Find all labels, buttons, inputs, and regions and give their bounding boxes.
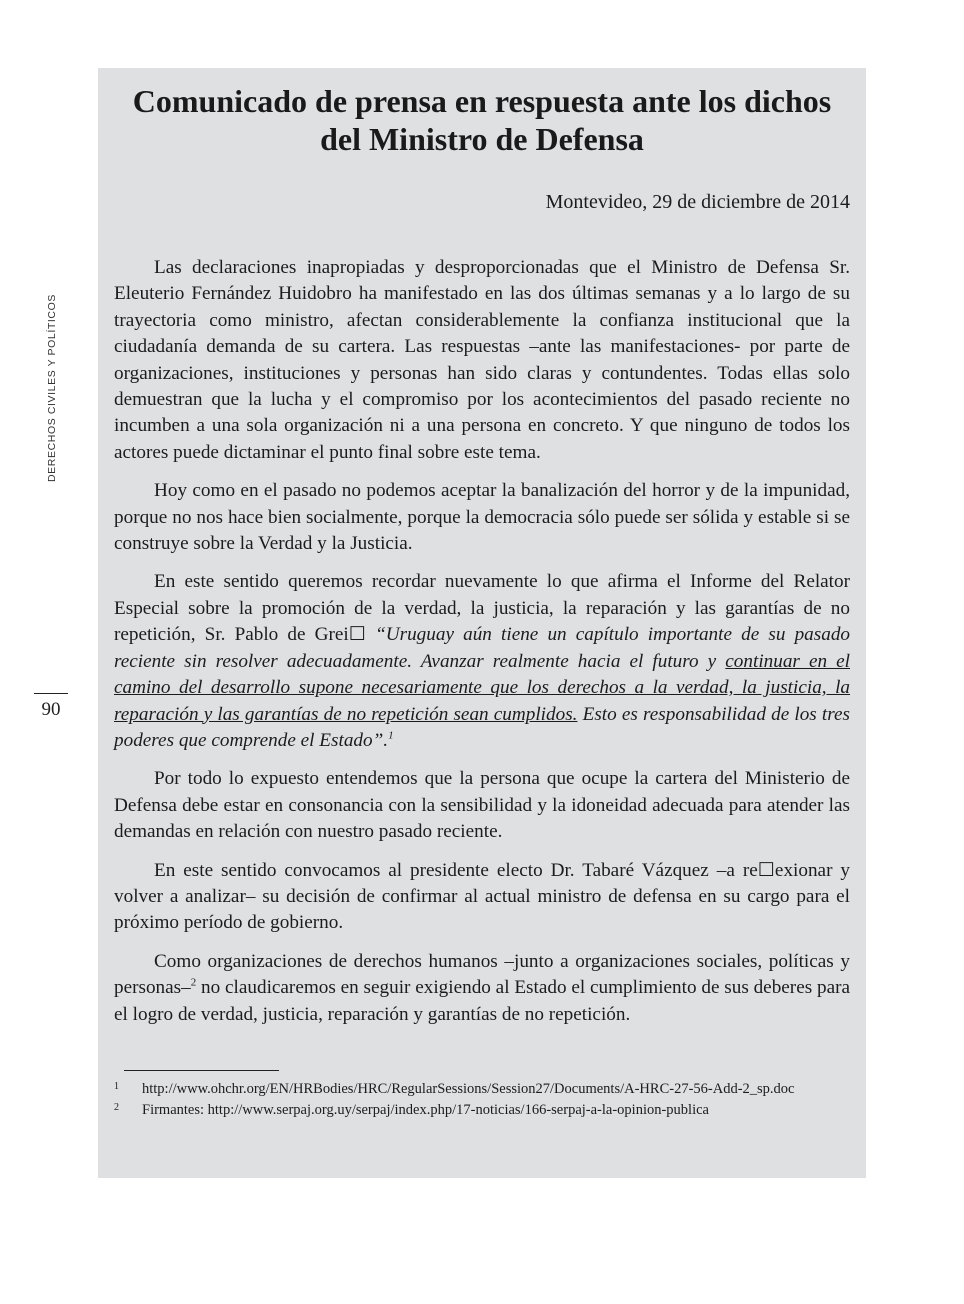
footnote-separator [124,1070,279,1071]
paragraph-6-part-a: Como organizaciones de derechos humanos –junto a organizaciones sociales, políticas y personas– [114,950,850,999]
footnote-1 [114,1079,850,1100]
footnote-ref-1[interactable]: 1 [388,729,394,742]
quote-part-a: “Uruguay aún tiene un capítulo importante de su pasado reciente sin resolver adecuadamente. Avanzar realmente hacia el futuro y [114,624,851,672]
paragraph-3-intro: En este sentido queremos recordar nuevamente lo que afirma el Informe del Relator Especial sobre la promoción de la verdad, la justicia, la reparación y las garantías de no repetición, Sr. Pablo de Grei☐ [114,571,850,646]
page-title: Comunicado de prensa en respuesta ante los dichos del Ministro de Defensa [132,83,832,157]
paragraph-2: Hoy como en el pasado no podemos aceptar la banalización del horror y de la impunidad, porque no nos hace bien socialmente, porque la democracia sólo puede ser sólida y estable si se construye sobre la Verdad y la Justicia. [114,480,850,555]
paragraph-6-part-b: no claudicaremos en seguir exigiendo al Estado el cumplimiento de sus deberes para el logro de verdad, justicia, reparación y garantías de no repetición. [114,977,850,1025]
quote-underlined: continuar en el camino del desarrollo supone necesariamente que los derechos a la verdad, la justicia, la reparación y las garantías de no repetición sean cumplidos. [114,650,850,725]
paragraph-1: Las declaraciones inapropiadas y desproporcionadas que el Ministro de Defensa Sr. Eleuterio Fernández Huidobro ha manifestado en las dos últimas semanas y a lo largo de su trayectoria como ministro, afectan considerablemente la confianza institucional que la ciudadanía demanda de su cartera. Las respuestas –ante las manifestaciones- por parte de organizaciones, instituciones y personas han sido claras y contundentes. Todas ellas solo demuestran que la lucha y el compromiso por los acontecimientos del pasado reciente no incumben a una sola organización ni a una persona en concreto. Y que ninguno de todos los actores puede dictaminar el punto final sobre este tema. [114,257,850,463]
dateline: Montevideo, 29 de diciembre de 2014 [545,191,850,213]
quote-part-b: Esto es responsabilidad de los tres poderes que comprende el Estado”. [114,703,850,751]
paragraph-6 [114,949,850,1028]
running-header-side: DERECHOS CIVILES Y POLÍTICOS [46,294,58,482]
footnotes [114,1079,850,1121]
paragraph-5: En este sentido convocamos al presidente electo Dr. Tabaré Vázquez –a re☐exionar y volver a analizar– su decisión de confirmar al actual ministro de defensa en su cargo para el próximo período de gobierno. [114,859,850,934]
footnote-1-link[interactable]: http://www.ohchr.org/EN/HRBodies/HRC/RegularSessions/Session27/Documents/A-HRC-27-56-Add-2_sp.doc [142,1080,795,1097]
footnote-1-number: 1 [114,1080,119,1092]
press-release-panel [98,68,866,1178]
body-text [114,255,850,1028]
page-number: 90 [41,699,61,720]
footnote-2-link[interactable]: Firmantes: http://www.serpaj.org.uy/serpaj/index.php/17-noticias/166-serpaj-a-la-opinion-publica [142,1101,709,1118]
paragraph-4: Por todo lo expuesto entendemos que la persona que ocupe la cartera del Ministerio de Defensa debe estar en consonancia con la sensibilidad y la idoneidad adecuada para atender las demandas en relación con nuestro pasado reciente. [114,768,850,843]
footnote-2-number: 2 [114,1101,119,1113]
footnote-2 [114,1100,850,1121]
footnote-ref-2[interactable]: 2 [190,976,197,989]
page-number-rule [34,693,68,694]
paragraph-3 [114,569,850,754]
